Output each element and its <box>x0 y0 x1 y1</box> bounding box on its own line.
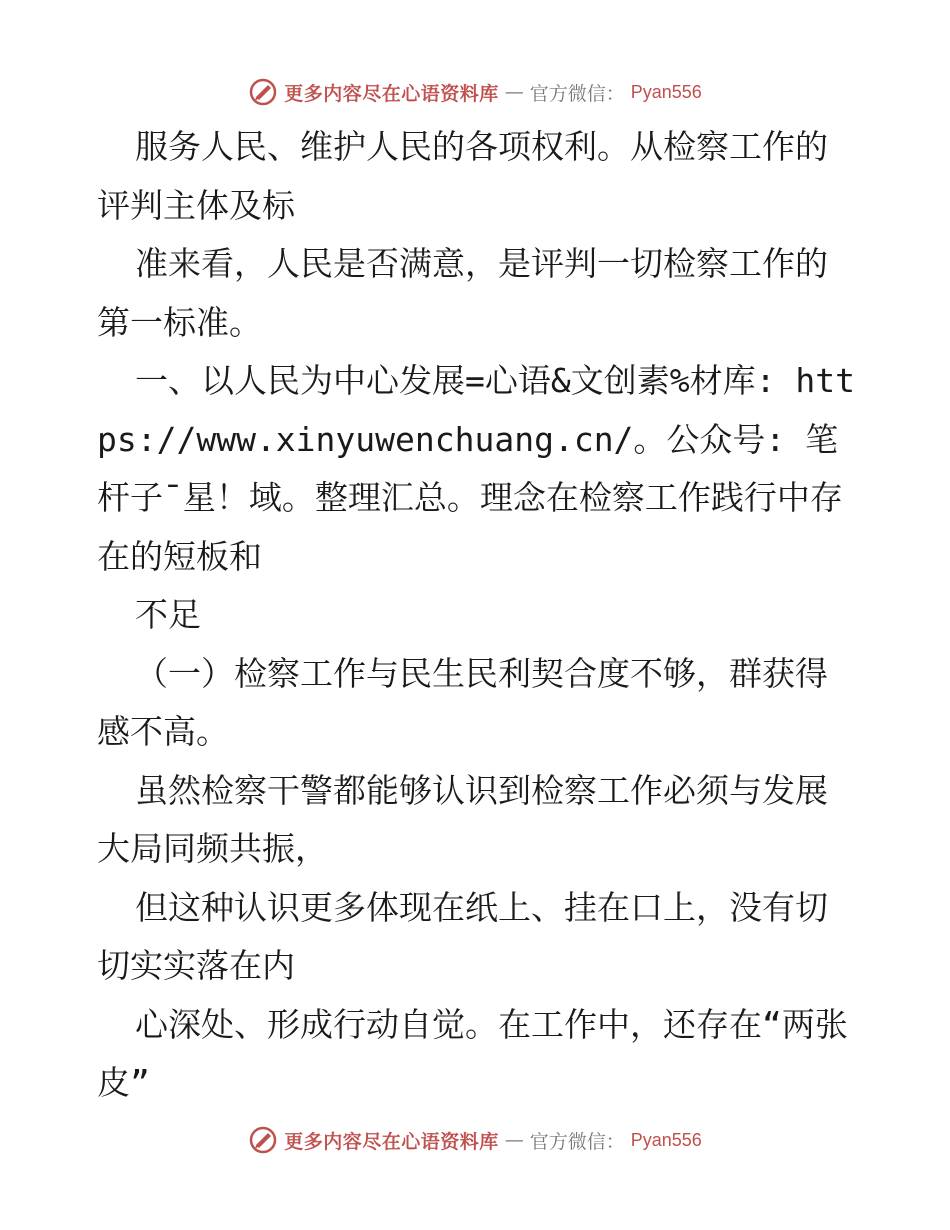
paragraph: 服务人民、维护人民的各项权利。从检察工作的评判主体及标 <box>97 127 828 225</box>
paragraph: 但这种认识更多体现在纸上、挂在口上，没有切切实实落在内 <box>97 887 828 985</box>
paragraph: 一、以人民为中心发展=心语&文创素%材库: https://www.xinyuwenchuang.cn/。公众号: 笔杆子¯星！域。整理汇总。理念在检察工作践行中存在的短板和 <box>97 361 855 576</box>
footer-brand: 更多内容尽在心语资料库 <box>284 1130 499 1153</box>
footer-separator: — <box>504 1129 524 1151</box>
paragraph: 心深处、形成行动自觉。在工作中，还存在“两张皮” <box>97 1004 848 1102</box>
header-wechat-id: Pyan556 <box>630 81 702 102</box>
paragraph: 虽然检察干警都能够认识到检察工作必须与发展大局同频共振， <box>97 770 828 868</box>
footer-banner <box>248 1125 702 1155</box>
header-separator: — <box>504 81 524 103</box>
header-brand: 更多内容尽在心语资料库 <box>284 82 499 105</box>
footer-wechat-label: 官方微信： <box>529 1130 625 1153</box>
page-header <box>0 72 950 112</box>
document-body <box>97 118 857 1113</box>
paragraph: （一）检察工作与民生民利契合度不够，群获得感不高。 <box>97 653 828 751</box>
header-wechat-label: 官方微信： <box>529 82 625 105</box>
paragraph: 准来看，人民是否满意，是评判一切检察工作的第一标准。 <box>97 244 828 342</box>
header-banner <box>248 77 702 107</box>
page-footer <box>0 1120 950 1160</box>
pen-circle-logo-icon <box>248 1125 278 1155</box>
footer-wechat-id: Pyan556 <box>630 1129 702 1150</box>
pen-circle-logo-icon <box>248 77 278 107</box>
paragraph: 不足 <box>135 595 201 634</box>
